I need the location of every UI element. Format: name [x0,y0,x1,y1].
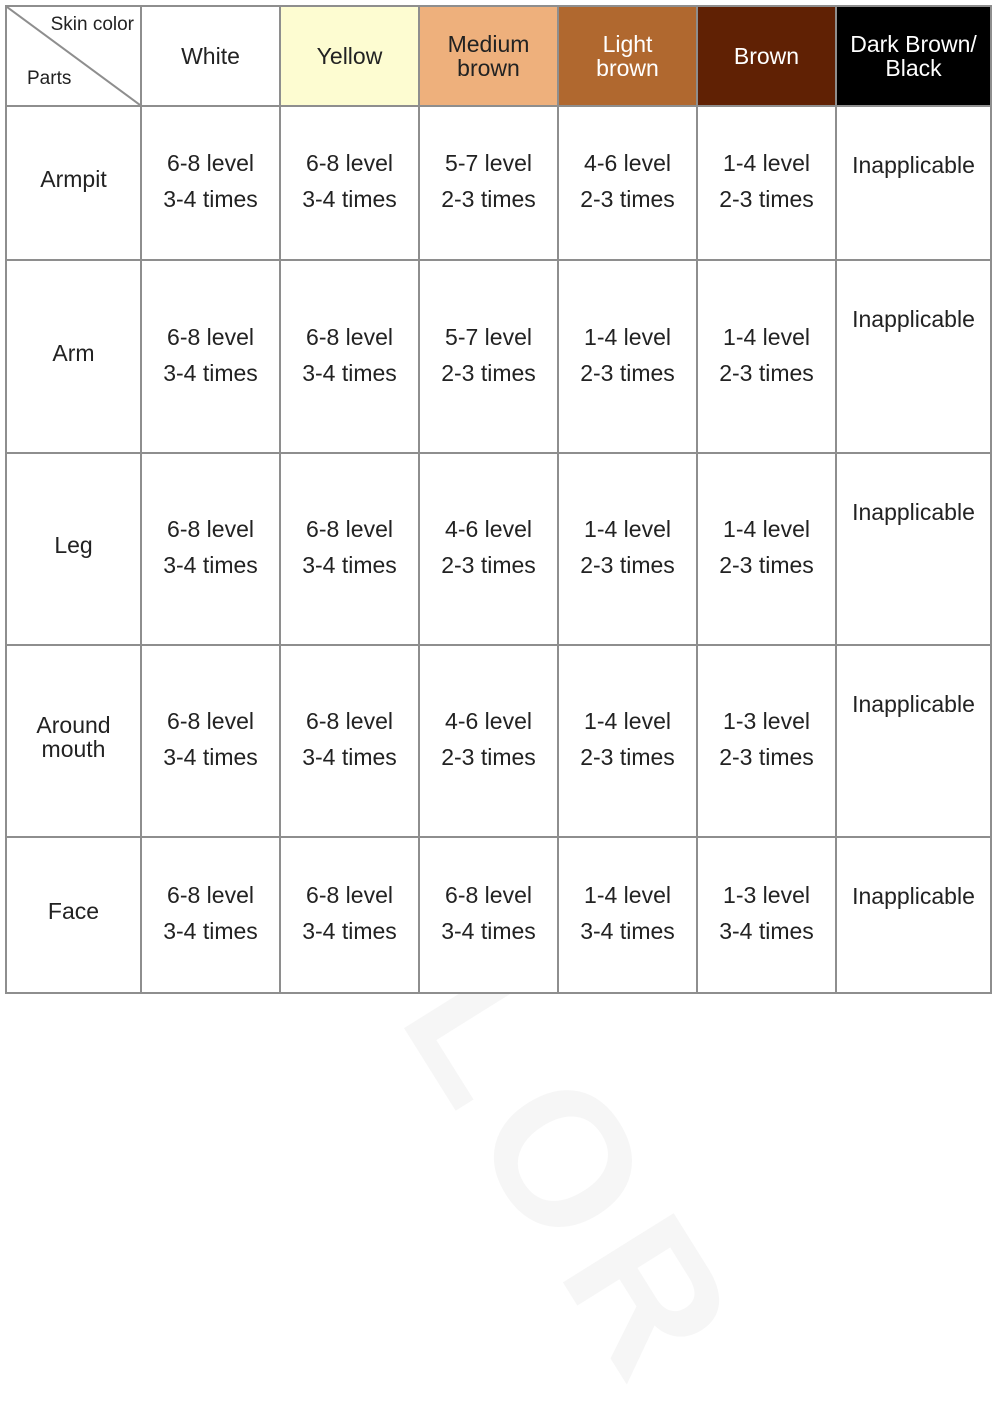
column-header [142,7,279,105]
level-text: 6-8 level [167,708,254,734]
times-text: 2-3 times [441,359,536,386]
level-times-cell [142,107,279,259]
level-text: 4-6 level [584,150,671,176]
times-text: 2-3 times [719,186,814,212]
level-text: 6-8 level [167,150,254,176]
column-header-label: White [181,43,240,69]
part-label: Face [47,898,100,924]
level-text: Inapplicable [852,306,975,332]
column-header-label: Brown [733,43,800,69]
column-header [420,7,557,105]
level-times-cell [142,838,279,992]
level-text: Inapplicable [852,499,975,525]
level-times-cell [420,838,557,992]
level-text: 4-6 level [445,708,532,734]
level-times-cell [420,261,557,452]
level-times-cell [559,261,696,452]
level-times-cell [142,454,279,644]
level-times-cell [142,646,279,836]
part-label: mouth [41,736,106,762]
times-text: 3-4 times [163,552,258,578]
times-text: 2-3 times [441,552,536,578]
level-times-cell [559,454,696,644]
times-text: 3-4 times [163,359,258,386]
level-text: 1-3 level [723,708,810,734]
level-text: 6-8 level [306,882,393,908]
level-text: 6-8 level [445,882,532,908]
header-corner-cell [7,7,140,105]
level-times-cell [559,646,696,836]
level-times-cell [420,646,557,836]
column-header [559,7,696,105]
level-times-cell [698,454,835,644]
level-text: Inapplicable [852,152,975,178]
inapplicable-cell [837,646,990,836]
times-text: 2-3 times [719,552,814,578]
times-text: 3-4 times [441,918,536,944]
row-header-part [7,646,140,836]
part-label: Leg [54,532,93,558]
times-text: 3-4 times [719,918,814,944]
times-text: 2-3 times [719,744,814,770]
level-text: 1-4 level [584,882,671,908]
level-text: 5-7 level [445,323,532,350]
level-times-cell [698,646,835,836]
times-text: 2-3 times [580,744,675,770]
skin-color-table [5,5,992,994]
row-header-part [7,261,140,452]
times-text: 3-4 times [163,918,258,944]
level-text: 6-8 level [306,150,393,176]
part-label: Armpit [40,166,107,192]
column-header-label: brown [457,55,520,81]
level-times-cell [281,107,418,259]
level-times-cell [281,261,418,452]
level-text: 1-4 level [584,323,671,350]
column-header-label: Yellow [316,43,383,69]
inapplicable-cell [837,261,990,452]
level-text: 1-3 level [723,882,810,908]
column-header-label: Dark Brown/ [850,31,977,57]
level-times-cell [559,107,696,259]
level-text: 1-4 level [723,323,810,350]
part-label: Arm [52,339,95,366]
times-text: 3-4 times [163,186,258,212]
times-text: 3-4 times [163,744,258,770]
column-header [281,7,418,105]
times-text: 2-3 times [580,186,675,212]
level-times-cell [698,107,835,259]
row-header-part [7,107,140,259]
level-text: 6-8 level [306,708,393,734]
times-text: 2-3 times [719,359,814,386]
level-times-cell [420,107,557,259]
level-times-cell [559,838,696,992]
times-text: 2-3 times [441,744,536,770]
times-text: 3-4 times [580,918,675,944]
skin-color-label: Skin color [50,14,134,35]
times-text: 2-3 times [580,359,675,386]
times-text: 3-4 times [302,552,397,578]
times-text: 3-4 times [302,186,397,212]
inapplicable-cell [837,838,990,992]
column-header [837,7,990,105]
level-text: Inapplicable [852,883,975,909]
level-text: 6-8 level [306,323,393,350]
level-text: 5-7 level [445,150,532,176]
level-text: 6-8 level [167,323,254,350]
column-header [698,7,835,105]
level-text: 4-6 level [445,516,532,542]
times-text: 3-4 times [302,359,397,386]
level-times-cell [698,838,835,992]
level-text: 6-8 level [167,516,254,542]
column-header-label: Light [602,31,653,57]
level-times-cell [281,838,418,992]
level-times-cell [142,261,279,452]
level-text: 6-8 level [306,516,393,542]
level-times-cell [281,454,418,644]
row-header-part [7,454,140,644]
level-text: 1-4 level [723,516,810,542]
level-times-cell [281,646,418,836]
times-text: 2-3 times [580,552,675,578]
level-text: Inapplicable [852,691,975,717]
column-header-label: brown [596,55,659,81]
row-header-part [7,838,140,992]
level-times-cell [420,454,557,644]
column-header-label: Black [885,55,942,81]
part-label: Around [36,712,111,738]
times-text: 3-4 times [302,918,397,944]
level-text: 6-8 level [167,882,254,908]
times-text: 3-4 times [302,744,397,770]
parts-label: Parts [27,68,72,89]
level-text: 1-4 level [584,516,671,542]
inapplicable-cell [837,454,990,644]
inapplicable-cell [837,107,990,259]
column-header-label: Medium [447,31,530,57]
level-times-cell [698,261,835,452]
times-text: 2-3 times [441,186,536,212]
level-text: 1-4 level [723,150,810,176]
level-text: 1-4 level [584,708,671,734]
